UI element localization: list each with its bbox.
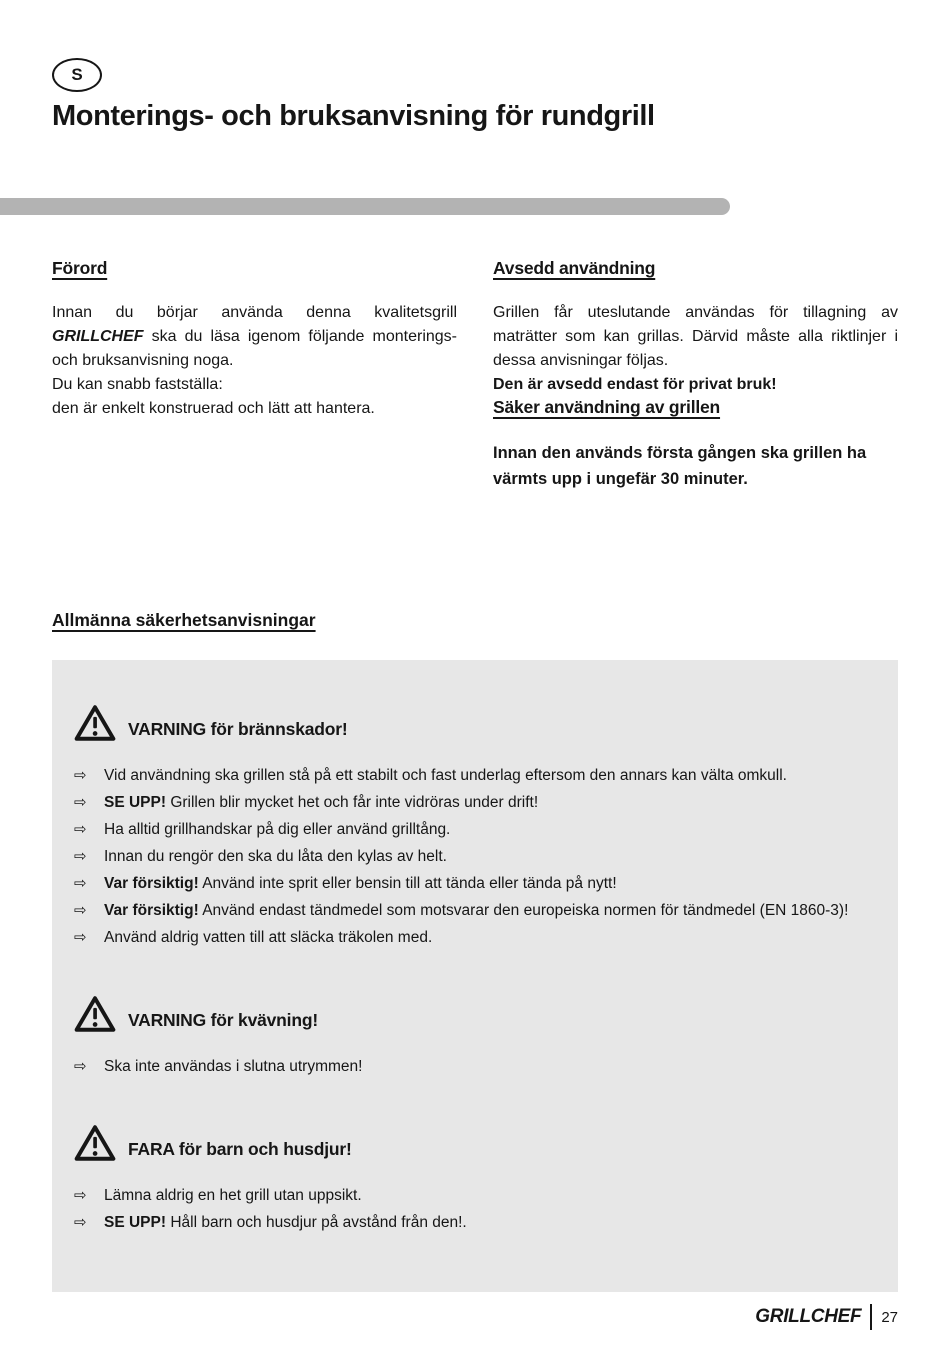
list-item-text <box>104 870 880 897</box>
warn-head-children-pets <box>74 1124 880 1162</box>
list-item-bold: Var försiktig! <box>104 875 199 892</box>
arrow-bullet-icon: ⇨ <box>74 901 87 919</box>
list-item-body: Ha alltid grillhandskar på dig eller använd grilltång. <box>104 821 451 838</box>
footer-brand: GRILLCHEF <box>755 1306 862 1327</box>
heading-allmanna: Allmänna säkerhetsanvisningar <box>52 610 316 630</box>
heading-forord: Förord <box>52 258 108 278</box>
warn-head-suffocation <box>74 995 880 1033</box>
list-item-text <box>104 816 880 843</box>
language-badge <box>52 58 102 92</box>
arrow-bullet-icon: ⇨ <box>74 820 87 838</box>
list-item <box>74 1053 880 1080</box>
list-item-body: Lämna aldrig en het grill utan uppsikt. <box>104 1187 362 1204</box>
warn-head-burns <box>74 704 880 742</box>
list-item <box>74 897 880 924</box>
arrow-bullet-icon: ⇨ <box>74 928 87 946</box>
column-avsedd <box>493 258 898 492</box>
list-item-bold: Var försiktig! <box>104 902 199 919</box>
forord-text-before: Innan du börjar använda denna kvalitetsgrill <box>52 304 457 321</box>
forord-line-1: Du kan snabb fastställa: <box>52 376 223 393</box>
list-item-bold: SE UPP! <box>104 794 167 811</box>
warning-triangle-icon <box>74 995 116 1033</box>
warn-list-children-pets <box>74 1182 880 1236</box>
list-item <box>74 789 880 816</box>
list-item-bold: SE UPP! <box>104 1214 167 1231</box>
list-item <box>74 870 880 897</box>
arrow-bullet-icon: ⇨ <box>74 766 87 784</box>
warn-section-children-pets <box>74 1124 880 1236</box>
list-item-text <box>104 1053 880 1080</box>
list-item-body: Innan du rengör den ska du låta den kylas av helt. <box>104 848 447 865</box>
arrow-bullet-icon: ⇨ <box>74 874 87 892</box>
page-footer <box>52 1304 898 1330</box>
list-item-body: Håll barn och husdjur på avstånd från den!. <box>166 1214 467 1231</box>
warn-title: VARNING för kvävning! <box>128 1010 318 1030</box>
forord-paragraph <box>52 301 457 373</box>
warning-triangle-icon <box>74 704 116 742</box>
avsedd-bold-line: Den är avsedd endast för privat bruk! <box>493 376 777 393</box>
language-badge-letter: S <box>71 65 83 84</box>
warn-list-suffocation <box>74 1053 880 1080</box>
heading-saker: Säker användning av grillen <box>493 397 721 417</box>
column-forord <box>52 258 457 492</box>
brand-name: GRILLCHEF <box>52 328 144 345</box>
page-number: 27 <box>881 1308 898 1326</box>
heading-avsedd: Avsedd användning <box>493 258 656 278</box>
list-item-body: Ska inte användas i slutna utrymmen! <box>104 1058 363 1075</box>
forord-line-2: den är enkelt konstruerad och lätt att hantera. <box>52 400 375 417</box>
list-item-body: Grillen blir mycket het och får inte vidröras under drift! <box>166 794 539 811</box>
list-item-text <box>104 924 880 951</box>
list-item-text <box>104 762 880 789</box>
arrow-bullet-icon: ⇨ <box>74 1213 87 1231</box>
avsedd-paragraph: Grillen får uteslutande användas för tillagning av maträtter som kan grillas. Därvid måste alla riktlinjer i dessa anvisningar följas. <box>493 304 898 369</box>
list-item <box>74 1182 880 1209</box>
safety-warning-box <box>52 660 898 1292</box>
warn-title: FARA för barn och husdjur! <box>128 1139 352 1159</box>
list-item-body: Använd aldrig vatten till att släcka träkolen med. <box>104 929 433 946</box>
warn-title: VARNING för brännskador! <box>128 719 348 739</box>
decorative-divider-bar <box>0 198 730 215</box>
intro-columns <box>52 258 898 492</box>
list-item-body: Vid användning ska grillen stå på ett stabilt och fast underlag eftersom den annars kan välta omkull. <box>104 767 787 784</box>
arrow-bullet-icon: ⇨ <box>74 847 87 865</box>
list-item <box>74 843 880 870</box>
warn-list-burns <box>74 762 880 951</box>
list-item <box>74 816 880 843</box>
list-item-text <box>104 789 880 816</box>
arrow-bullet-icon: ⇨ <box>74 793 87 811</box>
list-item-text <box>104 1209 880 1236</box>
list-item-body: Använd endast tändmedel som motsvarar den europeiska normen för tändmedel (EN 1860-3)! <box>198 902 849 919</box>
arrow-bullet-icon: ⇨ <box>74 1186 87 1204</box>
list-item <box>74 762 880 789</box>
list-item <box>74 924 880 951</box>
list-item-text <box>104 1182 880 1209</box>
arrow-bullet-icon: ⇨ <box>74 1057 87 1075</box>
footer-divider <box>870 1304 872 1330</box>
forord-text-after: ska du läsa igenom följande monterings- och bruksanvisning noga. <box>52 328 457 369</box>
list-item-text <box>104 843 880 870</box>
list-item-text <box>104 897 880 924</box>
saker-bold-paragraph: Innan den används första gången ska grillen ha värmts upp i ungefär 30 minuter. <box>493 444 867 488</box>
list-item-body: Använd inte sprit eller bensin till att tända eller tända på nytt! <box>198 875 617 892</box>
page-title: Monterings- och bruksanvisning för rundgrill <box>52 100 655 132</box>
warn-section-suffocation <box>74 995 880 1080</box>
warn-section-burns <box>74 704 880 951</box>
warning-triangle-icon <box>74 1124 116 1162</box>
list-item <box>74 1209 880 1236</box>
